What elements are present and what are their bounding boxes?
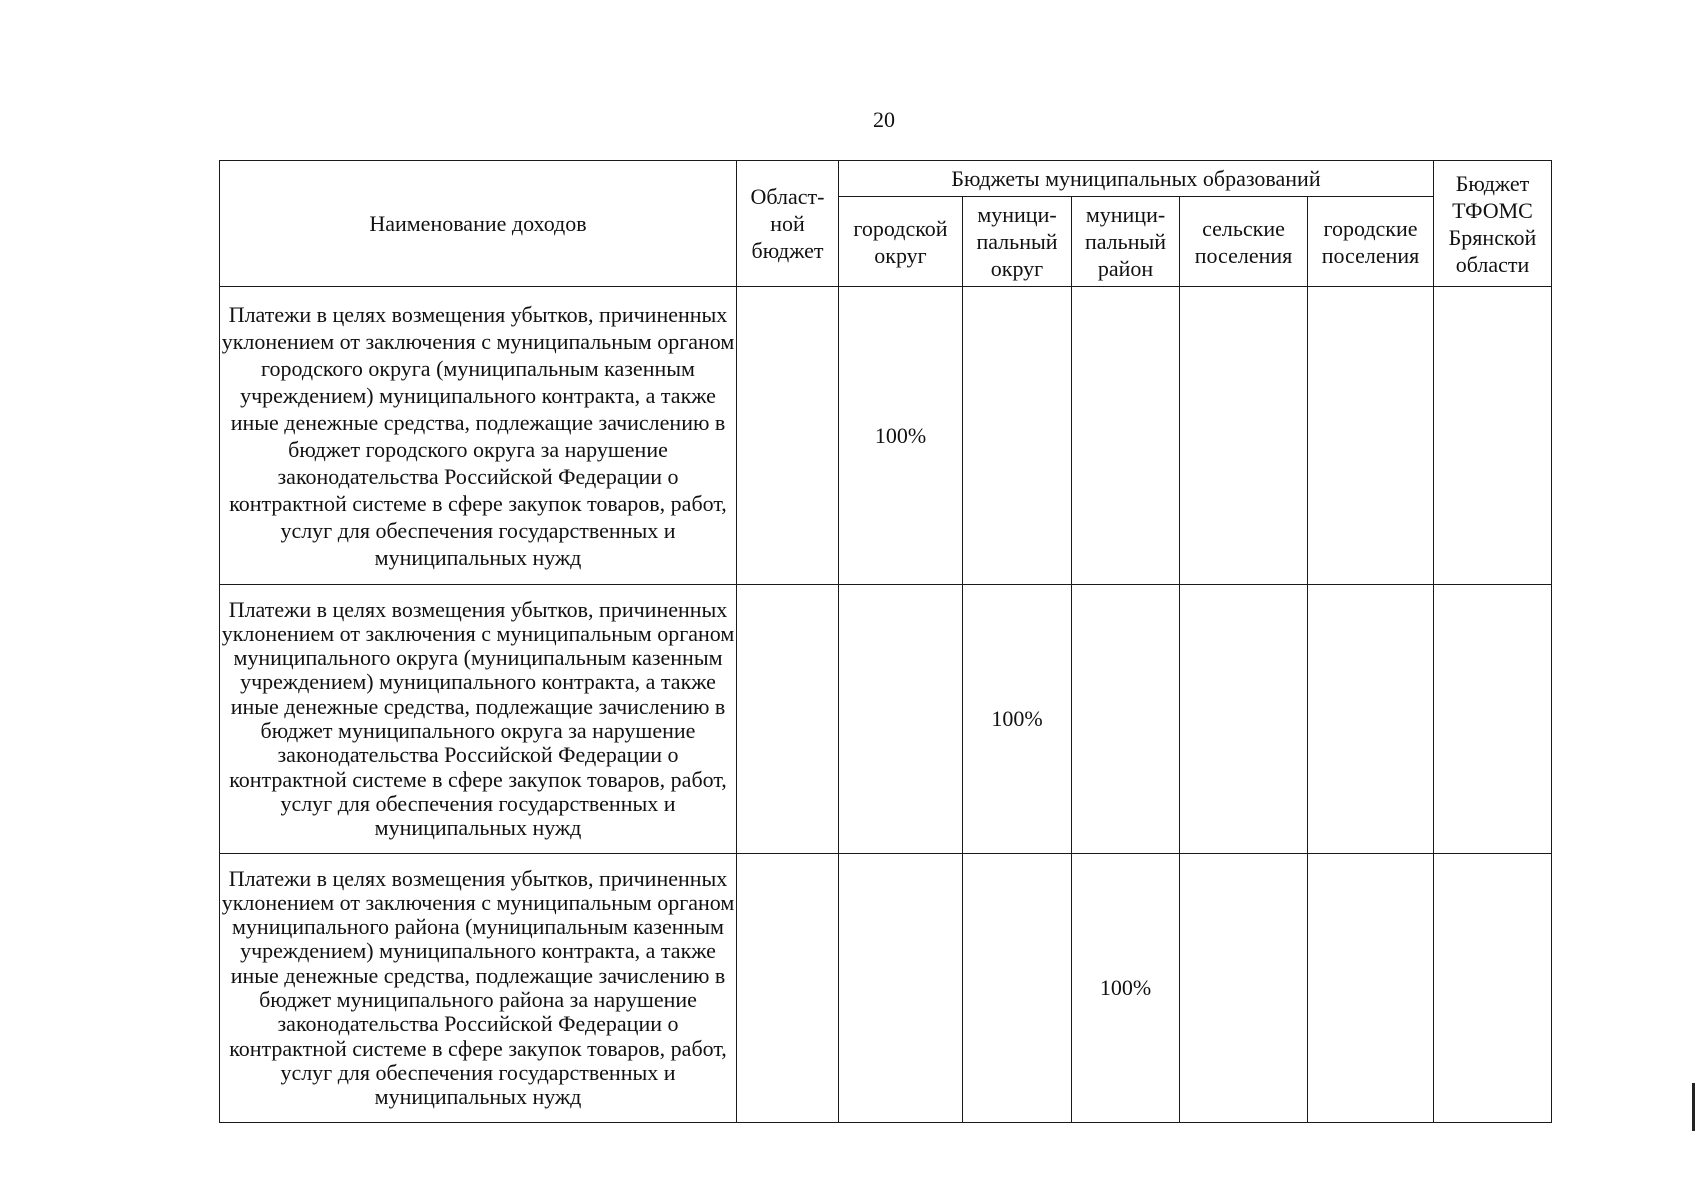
header-regional-budget: Област- ной бюджет <box>737 161 839 287</box>
municipal-okrug-cell <box>963 854 1072 1123</box>
urban-settlements-cell <box>1308 287 1434 585</box>
rural-settlements-cell <box>1180 854 1308 1123</box>
urban-settlements-cell <box>1308 585 1434 854</box>
municipal-okrug-cell <box>963 287 1072 585</box>
page-number: 20 <box>873 107 895 132</box>
header-city-district: городской округ <box>839 197 963 287</box>
income-name-cell: Платежи в целях возмещения убытков, причиненных уклонением от заключения с муниципальным органом муниципального округа (муниципальным казенным учреждением) муниципального контракта, а также иные денежные средства, подлежащие зачислению в бюджет муниципального округа за нарушение законодательства Российской Федерации о контрактной системе в сфере закупок товаров, работ, услуг для обеспечения государственных и муниципальных нужд <box>220 585 737 854</box>
regional-budget-cell <box>737 287 839 585</box>
scan-edge-mark <box>1692 1083 1695 1131</box>
income-name-cell: Платежи в целях возмещения убытков, причиненных уклонением от заключения с муниципальным органом муниципального района (муниципальным казенным учреждением) муниципального контракта, а также иные денежные средства, подлежащие зачислению в бюджет муниципального района за нарушение законодательства Российской Федерации о контрактной системе в сфере закупок товаров, работ, услуг для обеспечения государственных и муниципальных нужд <box>220 854 737 1123</box>
tfoms-cell <box>1434 287 1552 585</box>
city-district-cell <box>839 585 963 854</box>
municipal-rayon-cell: 100% <box>1072 854 1180 1123</box>
municipal-rayon-cell <box>1072 585 1180 854</box>
table-header <box>220 161 1552 287</box>
city-district-cell <box>839 854 963 1123</box>
table-row <box>220 585 1552 854</box>
table-row <box>220 854 1552 1123</box>
header-municipal-budgets: Бюджеты муниципальных образований <box>839 161 1434 197</box>
header-tfoms-budget: Бюджет ТФОМС Брянской области <box>1434 161 1552 287</box>
header-urban-settlements: городские поселения <box>1308 197 1434 287</box>
urban-settlements-cell <box>1308 854 1434 1123</box>
municipal-okrug-cell: 100% <box>963 585 1072 854</box>
table-body <box>220 287 1552 1123</box>
header-municipal-okrug: муници- пальный округ <box>963 197 1072 287</box>
rural-settlements-cell <box>1180 585 1308 854</box>
tfoms-cell <box>1434 854 1552 1123</box>
regional-budget-cell <box>737 854 839 1123</box>
header-income-name: Наименование доходов <box>220 161 737 287</box>
income-name-cell: Платежи в целях возмещения убытков, причиненных уклонением от заключения с муниципальным органом городского округа (муниципальным казенным учреждением) муниципального контракта, а также иные денежные средства, подлежащие зачислению в бюджет городского округа за нарушение законодательства Российской Федерации о контрактной системе в сфере закупок товаров, работ, услуг для обеспечения государственных и муниципальных нужд <box>220 287 737 585</box>
header-municipal-rayon: муници- пальный район <box>1072 197 1180 287</box>
municipal-rayon-cell <box>1072 287 1180 585</box>
income-distribution-table <box>219 160 1552 1123</box>
table-row <box>220 287 1552 585</box>
tfoms-cell <box>1434 585 1552 854</box>
regional-budget-cell <box>737 585 839 854</box>
rural-settlements-cell <box>1180 287 1308 585</box>
city-district-cell: 100% <box>839 287 963 585</box>
header-rural-settlements: сельские поселения <box>1180 197 1308 287</box>
